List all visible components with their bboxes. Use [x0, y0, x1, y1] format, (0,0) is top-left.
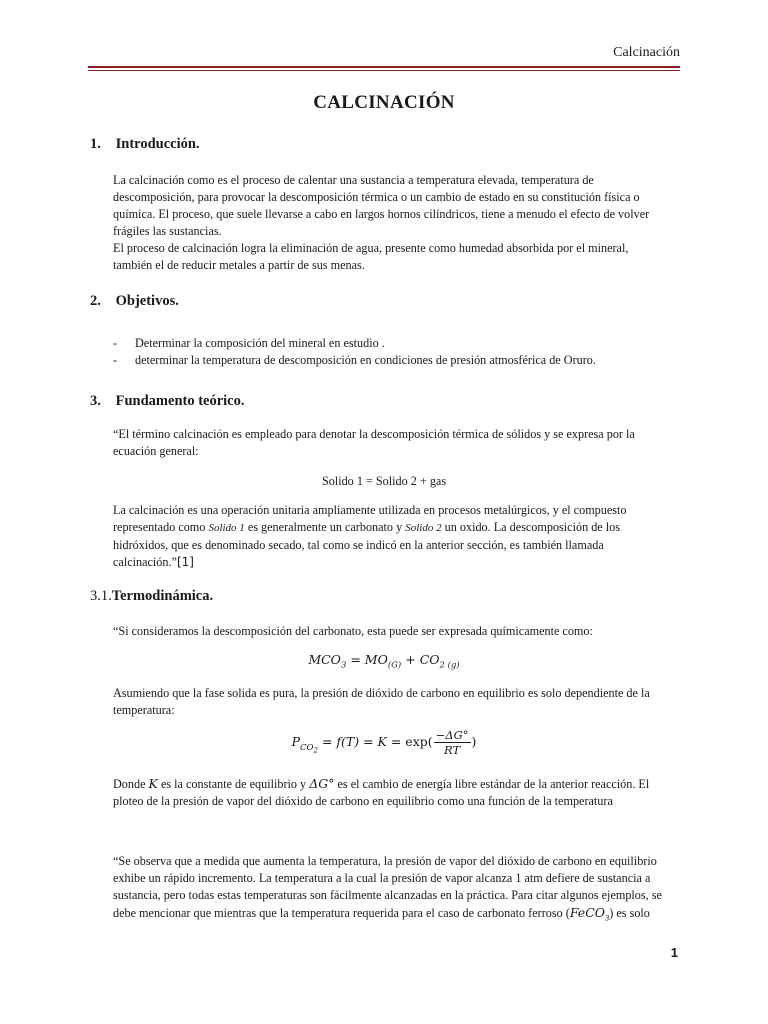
text-line: [113, 554, 683, 571]
text-line: frágiles las sustancias.: [113, 224, 222, 238]
section-title: Introducción.: [115, 136, 200, 152]
text-span: es la constante de equilibrio y: [157, 777, 310, 791]
subsection-heading-thermo: [90, 588, 213, 605]
text-span: es el cambio de energía libre estándar de la anterior reacción. El: [334, 777, 650, 791]
subsection-title: Termodinámica.: [111, 588, 214, 604]
math-op: +: [401, 652, 420, 667]
math-sub: (G): [387, 660, 402, 671]
math-sub: 3: [605, 912, 610, 923]
header-rule-thin: [88, 70, 680, 71]
objective-text: Determinar la composición del mineral en estudio .: [135, 336, 385, 350]
math-term: ΔG°: [309, 776, 335, 791]
text-line: La calcinación es una operación unitaria ampliamente utilizada en procesos metalúrgicos, y el compuesto: [113, 503, 627, 517]
math-term: MCO: [308, 652, 341, 667]
text-line: La calcinación como es el proceso de calentar una sustancia a temperatura elevada, temperatura de: [113, 173, 594, 187]
math-term: FeCO: [569, 905, 606, 920]
objective-text: determinar la temperatura de descomposición en condiciones de presión atmosférica de Oruro.: [135, 353, 596, 367]
math-fraction: [434, 728, 471, 757]
math-sub: 2 (g): [439, 660, 460, 671]
text-line: temperatura:: [113, 703, 175, 717]
math-term: = f(T) = K =: [317, 734, 406, 749]
intro-paragraph: [113, 172, 683, 274]
math-term: P: [291, 734, 301, 749]
text-line: “Se observa que a medida que aumenta la temperatura, la presión de vapor del dióxido de carbono en equilibrio: [113, 854, 657, 868]
text-line: [113, 775, 683, 793]
section-heading-theory: [90, 393, 245, 410]
section-title: Fundamento teórico.: [115, 393, 245, 409]
text-line: El proceso de calcinación logra la eliminación de agua, presente como humedad absorbida por el mineral,: [113, 241, 629, 255]
thermo-paragraph-3: [113, 775, 683, 810]
text-line: exhibe un rápido incremento. La temperatura a la cual la presión de vapor alcanza 1 atm defiere de sustancia a: [113, 871, 651, 885]
text-span: calcinación.”: [113, 555, 177, 569]
text-line: sustancia, pero todas estas temperaturas son fácilmente alcanzadas en la práctica. Para citar algunos ejemplos, se: [113, 888, 662, 902]
solid-1-term: Solido 1: [208, 522, 245, 534]
section-number: 1.: [90, 136, 101, 152]
section-number: 3.: [90, 393, 101, 409]
page-number: 1: [670, 945, 678, 960]
math-term: CO: [419, 652, 440, 667]
text-line: ecuación general:: [113, 444, 199, 458]
equilibrium-formula: [0, 728, 768, 757]
theory-paragraph-2: [113, 502, 683, 571]
general-equation: Solido 1 = Solido 2 + gas: [321, 474, 447, 488]
decomposition-reaction: [0, 652, 768, 671]
thermo-paragraph-1: “Si consideramos la descomposición del carbonato, esta puede ser expresada químicamente como:: [113, 624, 593, 638]
quote-paragraph: [113, 853, 683, 926]
fraction-denominator: RT: [444, 743, 461, 757]
math-sub: 3: [340, 660, 347, 671]
math-sub-sub: 2: [313, 746, 318, 755]
math-op: =: [346, 652, 365, 667]
section-title: Objetivos.: [115, 293, 179, 309]
text-span: debe mencionar que mientras que la temperatura requerida para el caso de carbonato ferroso (: [113, 906, 570, 920]
objective-item: [113, 336, 385, 351]
section-heading-intro: [90, 136, 200, 153]
math-func: exp(: [405, 734, 433, 749]
text-line: hidróxidos, que es denominado secado, tal como se indicó en la anterior sección, es también llamada: [113, 538, 604, 552]
text-span: Donde: [113, 777, 149, 791]
text-line: química. El proceso, que suele llevarse a cabo en largos hornos cilíndricos, tiene a menudo el efecto de volver: [113, 207, 650, 221]
objective-item: [113, 353, 596, 368]
text-line: [113, 904, 683, 926]
bullet-dash: -: [113, 353, 118, 367]
text-span: es generalmente un carbonato y: [244, 520, 406, 534]
text-line: [113, 519, 683, 537]
section-heading-objectives: [90, 293, 179, 310]
citation-ref: [1]: [176, 555, 194, 569]
math-term: MO: [364, 652, 388, 667]
math-sub-text: CO: [300, 742, 314, 753]
text-line: ploteo de la presión de vapor del dióxido de carbono en equilibrio como una función de la temperatura: [113, 794, 613, 808]
text-span: representado como: [113, 520, 209, 534]
header-rule-thick: [88, 66, 680, 68]
text-line: Asumiendo que la fase solida es pura, la presión de dióxido de carbono en equilibrio es solo dependiente de la: [113, 686, 650, 700]
solid-2-term: Solido 2: [405, 522, 442, 534]
text-span: ) es solo: [609, 906, 650, 920]
math-op: ): [471, 734, 477, 749]
bullet-dash: -: [113, 336, 118, 350]
page-title: CALCINACIÓN: [313, 92, 455, 113]
section-number: 2.: [90, 293, 101, 309]
thermo-paragraph-2: [113, 685, 683, 719]
math-sub: [300, 743, 318, 753]
theory-paragraph-1: [113, 426, 683, 460]
subsection-number: 3.1.: [90, 588, 112, 604]
text-span: un oxido. La descomposición de los: [441, 520, 620, 534]
fraction-numerator: −ΔG°: [435, 728, 469, 742]
text-line: descomposición, para provocar la descomposición térmica o un cambio de estado en su constitución física o: [113, 190, 640, 204]
text-line: “El término calcinación es empleado para denotar la descomposición térmica de sólidos y se expresa por la: [113, 427, 635, 441]
running-header: Calcinación: [613, 45, 680, 60]
text-line: también el de reducir metales a partir de sus menas.: [113, 258, 365, 272]
math-term: K: [148, 776, 158, 791]
